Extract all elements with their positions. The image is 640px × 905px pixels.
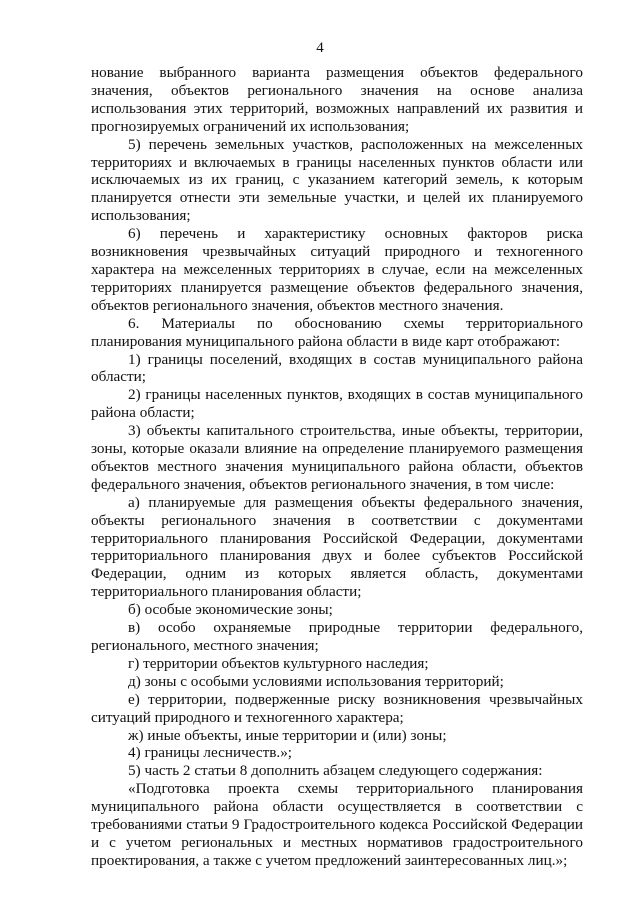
paragraph: 6) перечень и характеристику основных факторов риска возникновения чрезвычайных ситуаций природного и техногенного характера на межселенных территориях в случае, если на межселенных территориях планируется размещение объектов федерального значения, объектов регионального значения, объектов местного значения.: [91, 225, 583, 314]
paragraph: 5) перечень земельных участков, расположенных на межселенных территориях и включаемых в границы населенных пунктов области или исключаемых из их границ, с указанием категорий земель, к которым планируется отнести эти земельные участки, и целей их планируемого использования;: [91, 135, 583, 225]
paragraph: 3) объекты капитального строительства, иные объекты, территории, зоны, которые оказали влияние на определение планируемого размещения объектов местного значения муниципального района области, объектов федерального значения, объектов регионального значения, в том числе:: [91, 422, 583, 493]
paragraph: 6. Материалы по обоснованию схемы территориального планирования муниципального района области в виде карт отображают:: [91, 314, 583, 350]
paragraph: ж) иные объекты, иные территории и (или) зоны;: [128, 726, 447, 744]
paragraph: нование выбранного варианта размещения объектов федерального значения, объектов регионального значения на основе анализа использования этих территорий, возможных направлений их развития и прогнозируемых ограничений их использования;: [91, 64, 583, 135]
paragraph: в) особо охраняемые природные территории федерального, регионального, местного значения;: [91, 619, 583, 654]
paragraph: г) территории объектов культурного наследия;: [128, 654, 429, 672]
paragraph: а) планируемые для размещения объекты федерального значения, объекты регионального значения в соответствии с документами территориального планирования Российской Федерации, документами территориального планирования двух и более субъектов Российской Федерации, одним из которых является область, документами территориального планирования области;: [91, 493, 583, 601]
paragraph: е) территории, подверженные риску возникновения чрезвычайных ситуаций природного и техногенного характера;: [91, 690, 583, 726]
document-body: [91, 64, 583, 870]
page-number: 4: [316, 40, 324, 56]
paragraph: 2) границы населенных пунктов, входящих в состав муниципального района области;: [91, 386, 583, 422]
paragraph: 5) часть 2 статьи 8 дополнить абзацем следующего содержания:: [128, 762, 543, 780]
paragraph: «Подготовка проекта схемы территориального планирования муниципального района области осуществляется в соответствии с требованиями статьи 9 Градостроительного кодекса Российской Федерации и с учетом региональных и местных нормативов градостроительного проектирования, а также с учетом предложений заинтересованных лиц.»;: [91, 780, 583, 869]
paragraph: б) особые экономические зоны;: [128, 601, 333, 619]
paragraph: 1) границы поселений, входящих в состав муниципального района области;: [91, 350, 583, 386]
paragraph: 4) границы лесничеств.»;: [128, 744, 293, 762]
paragraph: д) зоны с особыми условиями использования территорий;: [128, 672, 504, 690]
